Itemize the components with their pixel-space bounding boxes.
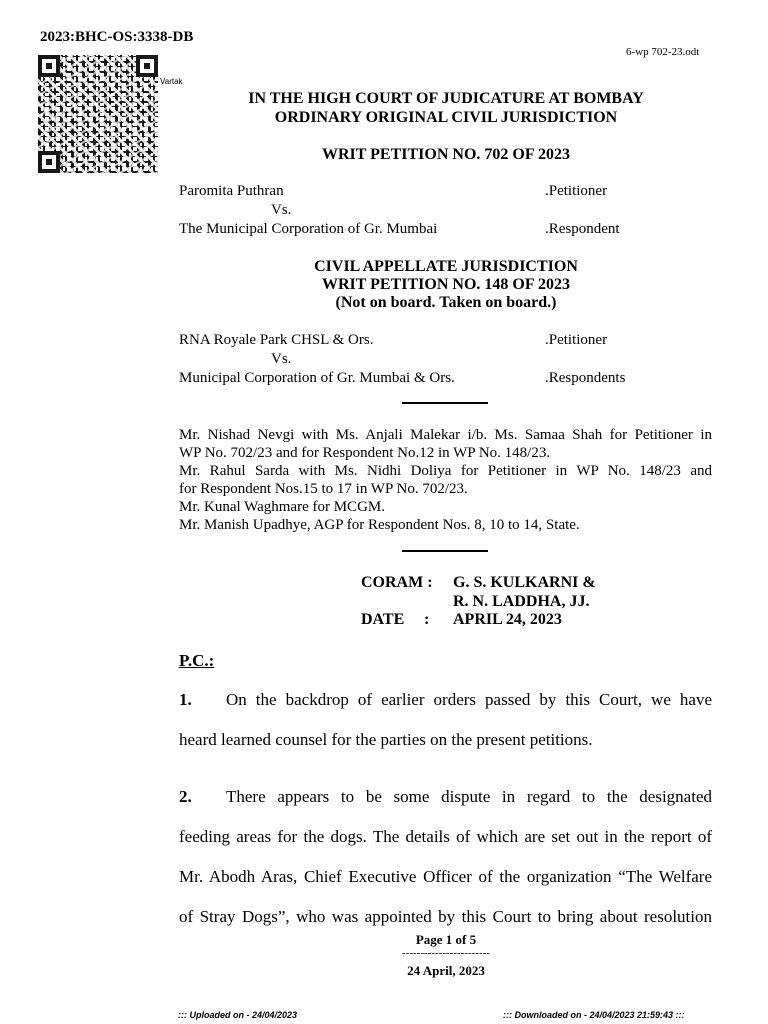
page-number: Page 1 of 5 (415, 932, 477, 947)
case2-note: (Not on board. Taken on board.) (335, 294, 557, 311)
paragraph-text: feeding areas for the dogs. The details of which are set out in the report of (179, 827, 712, 846)
qr-code-icon (38, 55, 158, 173)
appearance-line: for Respondent Nos.15 to 17 in WP No. 702/23. (179, 481, 468, 497)
file-reference: 6-wp 702-23.odt (626, 46, 700, 58)
case2-jurisdiction: CIVIL APPELLATE JURISDICTION (314, 258, 578, 275)
appearance-line: WP No. 702/23 and for Respondent No.12 in WP No. 148/23. (179, 445, 551, 461)
neutral-citation: 2023:BHC-OS:3338-DB (40, 29, 194, 45)
coram-label: CORAM : (361, 574, 433, 591)
paragraph-text: of Stray Dogs”, who was appointed by this Court to bring about resolution (179, 907, 712, 926)
paragraph-text: There appears to be some dispute in regard to the designated (226, 787, 712, 806)
court-name: IN THE HIGH COURT OF JUDICATURE AT BOMBAY (248, 90, 644, 107)
footer-dashes: ------------------------ (402, 947, 490, 959)
appearance-line: Mr. Rahul Sarda with Ms. Nidhi Doliya for Petitioner in WP No. 148/23 and (179, 463, 712, 479)
case2-vs: Vs. (271, 351, 292, 367)
uploaded-stamp: ::: Uploaded on - 24/04/2023 (178, 1010, 298, 1020)
case1-respondent: The Municipal Corporation of Gr. Mumbai (179, 221, 438, 237)
case2-respondent-role: .Respondents (545, 370, 626, 386)
judge-name: R. N. LADDHA, JJ. (453, 593, 590, 610)
divider-rule (402, 550, 488, 552)
paragraph-number: 1. (179, 690, 192, 709)
order-heading: P.C.: (179, 651, 215, 670)
case1-petitioner: Paromita Puthran (179, 183, 284, 199)
case1-vs: Vs. (271, 202, 292, 218)
case2-petitioner: RNA Royale Park CHSL & Ors. (179, 332, 374, 348)
paragraph-text: On the backdrop of earlier orders passed by this Court, we have (226, 690, 712, 709)
case2-petitioner-role: .Petitioner (545, 332, 608, 348)
paragraph-text: heard learned counsel for the parties on the present petitions. (179, 730, 593, 749)
appearance-line: Mr. Manish Upadhye, AGP for Respondent Nos. 8, 10 to 14, State. (179, 517, 580, 533)
case1-title: WRIT PETITION NO. 702 OF 2023 (321, 146, 571, 163)
paragraph-number: 2. (179, 787, 192, 806)
divider-rule (402, 402, 488, 404)
footer-date: 24 April, 2023 (407, 963, 485, 978)
date-colon: : (424, 611, 430, 628)
case1-respondent-role: .Respondent (545, 221, 620, 237)
order-date: APRIL 24, 2023 (453, 611, 562, 628)
downloaded-stamp: ::: Downloaded on - 24/04/2023 21:59:43 ::: (503, 1010, 685, 1020)
case2-title: WRIT PETITION NO. 148 OF 2023 (321, 276, 571, 293)
appearance-line: Mr. Nishad Nevgi with Ms. Anjali Malekar i/b. Ms. Samaa Shah for Petitioner in (179, 427, 712, 443)
judge-name: G. S. KULKARNI & (453, 574, 596, 591)
case1-petitioner-role: .Petitioner (545, 183, 608, 199)
date-label: DATE (361, 611, 405, 628)
appearance-line: Mr. Kunal Waghmare for MCGM. (179, 499, 385, 515)
paragraph-text: Mr. Abodh Aras, Chief Executive Officer of the organization “The Welfare (179, 867, 712, 886)
signer-name: Vartak (160, 77, 183, 86)
jurisdiction-heading: ORDINARY ORIGINAL CIVIL JURISDICTION (274, 109, 618, 126)
case2-respondent: Municipal Corporation of Gr. Mumbai & Ors. (179, 370, 455, 386)
